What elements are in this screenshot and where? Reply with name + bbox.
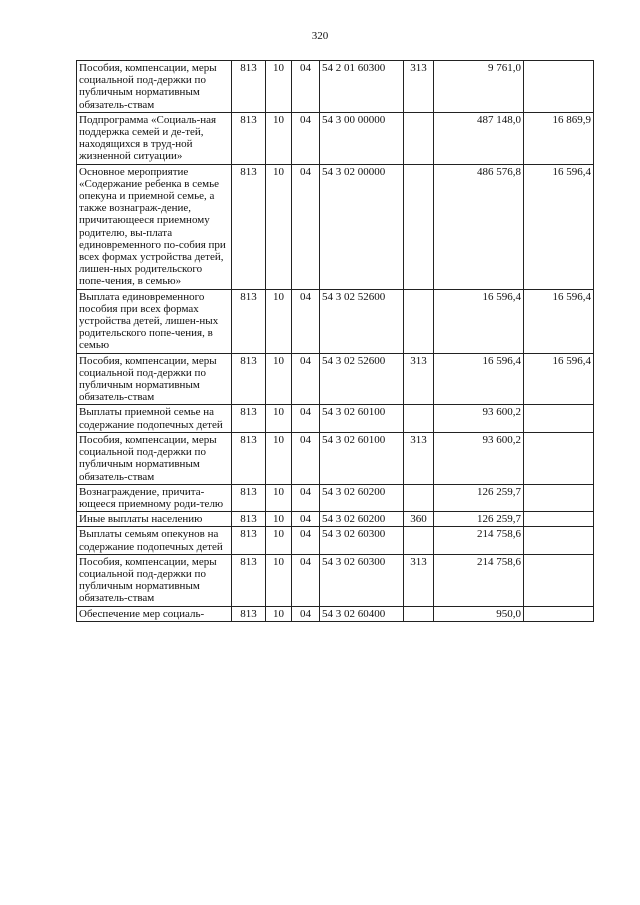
expense-kind-cell: [404, 164, 434, 289]
ministry-code-cell: 813: [232, 164, 266, 289]
federal-amount-cell: [524, 512, 594, 527]
row-name-cell: Выплаты приемной семье на содержание подопечных детей: [77, 405, 232, 432]
table-row: [77, 289, 594, 353]
federal-amount-cell: [524, 554, 594, 606]
federal-amount-cell: 16 596,4: [524, 353, 594, 405]
table-row: [77, 61, 594, 113]
ministry-code-cell: 813: [232, 512, 266, 527]
table-row: [77, 432, 594, 484]
row-name-cell: Обеспечение мер социаль-: [77, 606, 232, 621]
expense-kind-cell: [404, 484, 434, 511]
amount-cell: 487 148,0: [434, 112, 524, 164]
target-article-cell: 54 3 02 52600: [320, 289, 404, 353]
expense-kind-cell: 313: [404, 61, 434, 113]
amount-cell: 9 761,0: [434, 61, 524, 113]
table-row: [77, 527, 594, 554]
federal-amount-cell: 16 869,9: [524, 112, 594, 164]
subsection-code-cell: 04: [292, 512, 320, 527]
expense-kind-cell: 313: [404, 353, 434, 405]
table-row: [77, 554, 594, 606]
federal-amount-cell: 16 596,4: [524, 289, 594, 353]
subsection-code-cell: 04: [292, 164, 320, 289]
target-article-cell: 54 3 02 52600: [320, 353, 404, 405]
target-article-cell: 54 3 02 60300: [320, 527, 404, 554]
expense-kind-cell: 360: [404, 512, 434, 527]
row-name-cell: Выплата единовременного пособия при всех формах устройства детей, лишен-ных родительского попе-чения, в семью: [77, 289, 232, 353]
section-code-cell: 10: [266, 164, 292, 289]
target-article-cell: 54 3 00 00000: [320, 112, 404, 164]
expense-kind-cell: [404, 289, 434, 353]
federal-amount-cell: [524, 61, 594, 113]
table-row: [77, 512, 594, 527]
ministry-code-cell: 813: [232, 432, 266, 484]
ministry-code-cell: 813: [232, 405, 266, 432]
expense-kind-cell: 313: [404, 554, 434, 606]
federal-amount-cell: [524, 606, 594, 621]
subsection-code-cell: 04: [292, 405, 320, 432]
amount-cell: 950,0: [434, 606, 524, 621]
section-code-cell: 10: [266, 512, 292, 527]
table-row: [77, 353, 594, 405]
budget-table: [76, 60, 594, 622]
row-name-cell: Иные выплаты населению: [77, 512, 232, 527]
expense-kind-cell: [404, 112, 434, 164]
target-article-cell: 54 3 02 60200: [320, 512, 404, 527]
section-code-cell: 10: [266, 554, 292, 606]
table-row: [77, 164, 594, 289]
section-code-cell: 10: [266, 606, 292, 621]
target-article-cell: 54 3 02 60100: [320, 405, 404, 432]
subsection-code-cell: 04: [292, 484, 320, 511]
subsection-code-cell: 04: [292, 112, 320, 164]
section-code-cell: 10: [266, 484, 292, 511]
federal-amount-cell: [524, 432, 594, 484]
subsection-code-cell: 04: [292, 527, 320, 554]
row-name-cell: Основное мероприятие «Содержание ребенка в семье опекуна и приемной семье, а также вознаграж-дение, причитающееся приемному родителю, вы-плата единовременного по-собия при всех формах устройства детей, лишен-ных родительского попе-чения, в семью»: [77, 164, 232, 289]
subsection-code-cell: 04: [292, 61, 320, 113]
ministry-code-cell: 813: [232, 353, 266, 405]
section-code-cell: 10: [266, 405, 292, 432]
table-row: [77, 484, 594, 511]
amount-cell: 486 576,8: [434, 164, 524, 289]
ministry-code-cell: 813: [232, 484, 266, 511]
expense-kind-cell: [404, 606, 434, 621]
ministry-code-cell: 813: [232, 112, 266, 164]
federal-amount-cell: [524, 405, 594, 432]
target-article-cell: 54 3 02 60300: [320, 554, 404, 606]
section-code-cell: 10: [266, 289, 292, 353]
federal-amount-cell: 16 596,4: [524, 164, 594, 289]
subsection-code-cell: 04: [292, 554, 320, 606]
expense-kind-cell: [404, 405, 434, 432]
ministry-code-cell: 813: [232, 527, 266, 554]
ministry-code-cell: 813: [232, 606, 266, 621]
page-number: 320: [311, 30, 329, 42]
budget-table-body: [77, 61, 594, 622]
amount-cell: 126 259,7: [434, 484, 524, 511]
section-code-cell: 10: [266, 353, 292, 405]
row-name-cell: Пособия, компенсации, меры социальной под-держки по публичным нормативным обязатель-ствам: [77, 432, 232, 484]
row-name-cell: Вознаграждение, причита-ющееся приемному роди-телю: [77, 484, 232, 511]
ministry-code-cell: 813: [232, 61, 266, 113]
section-code-cell: 10: [266, 527, 292, 554]
amount-cell: 93 600,2: [434, 432, 524, 484]
amount-cell: 93 600,2: [434, 405, 524, 432]
target-article-cell: 54 3 02 00000: [320, 164, 404, 289]
target-article-cell: 54 3 02 60200: [320, 484, 404, 511]
subsection-code-cell: 04: [292, 353, 320, 405]
amount-cell: 214 758,6: [434, 527, 524, 554]
table-row: [77, 606, 594, 621]
table-row: [77, 405, 594, 432]
ministry-code-cell: 813: [232, 554, 266, 606]
amount-cell: 126 259,7: [434, 512, 524, 527]
federal-amount-cell: [524, 484, 594, 511]
subsection-code-cell: 04: [292, 432, 320, 484]
amount-cell: 16 596,4: [434, 289, 524, 353]
section-code-cell: 10: [266, 61, 292, 113]
ministry-code-cell: 813: [232, 289, 266, 353]
subsection-code-cell: 04: [292, 289, 320, 353]
amount-cell: 16 596,4: [434, 353, 524, 405]
expense-kind-cell: [404, 527, 434, 554]
row-name-cell: Подпрограмма «Социаль-ная поддержка семей и де-тей, находящихся в труд-ной жизненной ситуации»: [77, 112, 232, 164]
target-article-cell: 54 3 02 60400: [320, 606, 404, 621]
federal-amount-cell: [524, 527, 594, 554]
section-code-cell: 10: [266, 432, 292, 484]
table-row: [77, 112, 594, 164]
row-name-cell: Пособия, компенсации, меры социальной под-держки по публичным нормативным обязатель-ствам: [77, 353, 232, 405]
subsection-code-cell: 04: [292, 606, 320, 621]
row-name-cell: Пособия, компенсации, меры социальной под-держки по публичным нормативным обязатель-ствам: [77, 554, 232, 606]
row-name-cell: Выплаты семьям опекунов на содержание подопечных детей: [77, 527, 232, 554]
expense-kind-cell: 313: [404, 432, 434, 484]
target-article-cell: 54 2 01 60300: [320, 61, 404, 113]
row-name-cell: Пособия, компенсации, меры социальной под-держки по публичным нормативным обязатель-ствам: [77, 61, 232, 113]
section-code-cell: 10: [266, 112, 292, 164]
amount-cell: 214 758,6: [434, 554, 524, 606]
target-article-cell: 54 3 02 60100: [320, 432, 404, 484]
